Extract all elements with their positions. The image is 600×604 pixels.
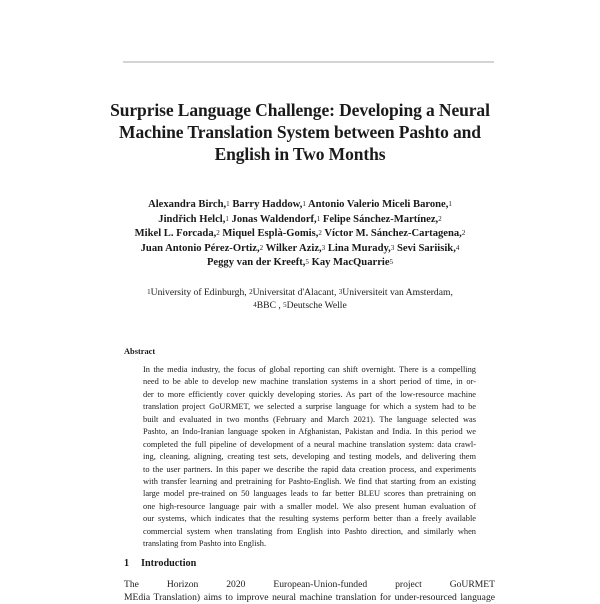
author: Kay MacQuarrie$^5$ xyxy=(311,257,394,269)
abstract-heading: Abstract xyxy=(124,347,156,356)
intro-line: MEdia Translation) aims to improve neural machine translation for under-resourced language xyxy=(124,592,495,603)
abstract-line: need to be able to develop new machine translation systems in a short period of time, in or- xyxy=(143,377,476,387)
author: Alexandra Birch,$^1$ xyxy=(148,199,230,210)
author: Mikel L. Forcada,$^2$ xyxy=(134,228,220,240)
title-line: Surprise Language Challenge: Developing a Neural xyxy=(110,100,490,120)
author-line xyxy=(100,256,500,271)
affiliation-line xyxy=(100,287,500,300)
section-number: 1 xyxy=(124,558,130,569)
author: Miquel Esplà-Gomis,$^2$ xyxy=(222,228,322,240)
introduction-body xyxy=(124,578,495,604)
author: Víctor M. Sánchez-Cartagena,$^2$ xyxy=(324,228,466,240)
author: Sevi Sariisik,$^4$ xyxy=(396,242,460,254)
section-heading-introduction xyxy=(124,558,196,569)
abstract-line: commercial system when translating from English into Pashto direction, and similarly when xyxy=(143,526,476,536)
affiliation: $^3$Universiteit van Amsterdam, xyxy=(338,287,453,298)
author-line xyxy=(100,227,500,242)
abstract-line: built and evaluated in two months (February and March 2021). The language selected was xyxy=(143,414,476,424)
abstract-line: translation project GoURMET, we selected a surprise language for which a system had to be xyxy=(143,402,476,412)
author: Peggy van der Kreeft,$^5$ xyxy=(206,257,309,269)
author-list xyxy=(100,198,500,271)
abstract-line: translating from Pashto into English. xyxy=(143,539,267,549)
abstract-line: In the media industry, the focus of global reporting can shift overnight. There is a compelling xyxy=(143,365,476,374)
abstract-line: completed the full pipeline of development of a neural machine translation system: data crawl- xyxy=(143,439,476,449)
abstract-body xyxy=(143,364,476,551)
title-line: Machine Translation System between Pashto and xyxy=(119,122,481,142)
affiliation: $^1$University of Edinburgh, xyxy=(147,287,250,298)
abstract-line: our systems, which indicates that the resulting systems perform better than a freely available xyxy=(143,514,476,524)
author: Juan Antonio Pérez-Ortiz,$^2$ xyxy=(140,242,264,254)
abstract-line: Pashto, an Indo-Iranian language spoken in Afghanistan, Pakistan and India. In this period we xyxy=(143,427,476,437)
author-line xyxy=(100,213,500,228)
abstract-line: der to more efficiently cover quickly developing stories. As part of the low-resource machine xyxy=(143,389,476,399)
author-line xyxy=(100,242,500,257)
header-rule xyxy=(123,61,494,63)
affiliations xyxy=(100,287,500,312)
affiliation: $^5$Deutsche Welle xyxy=(283,299,347,311)
author: Lina Murady,$^3$ xyxy=(327,242,395,254)
abstract-line: to the user partners. In this paper we describe the rapid data creation process, and experiments xyxy=(143,464,476,474)
abstract-line: ing, cleaning, aligning, creating test sets, developing and testing models, and delivering them xyxy=(143,452,476,462)
section-title: Introduction xyxy=(141,558,197,569)
paper-title xyxy=(100,99,500,165)
author: Barry Haddow,$^1$ xyxy=(232,199,306,210)
author: Wilker Aziz,$^3$ xyxy=(265,242,326,254)
author: Jonas Waldendorf,$^1$ xyxy=(231,213,321,225)
abstract-line: one high-resource language pair with a smaller model. We also present human evaluation of xyxy=(143,501,476,511)
abstract-line: large model pre-trained on 50 languages leads to far better BLEU scores than pretraining on xyxy=(143,489,476,499)
affiliation: $^4$BBC , xyxy=(253,299,284,311)
affiliation: $^2$Universitat d'Alacant, xyxy=(249,287,339,298)
author-line xyxy=(100,198,500,213)
affiliation-line xyxy=(100,300,500,313)
author: Antonio Valerio Miceli Barone,$^1$ xyxy=(307,199,452,210)
title-line: English in Two Months xyxy=(214,144,386,164)
intro-line: The Horizon 2020 European-Union-funded project GoURMET xyxy=(124,579,495,590)
author: Felipe Sánchez-Martínez,$^2$ xyxy=(322,213,442,225)
author: Jindřich Helcl,$^1$ xyxy=(158,213,229,225)
abstract-line: with transfer learning and pretraining for Pashto-English. We find that starting from an existing xyxy=(143,476,476,486)
